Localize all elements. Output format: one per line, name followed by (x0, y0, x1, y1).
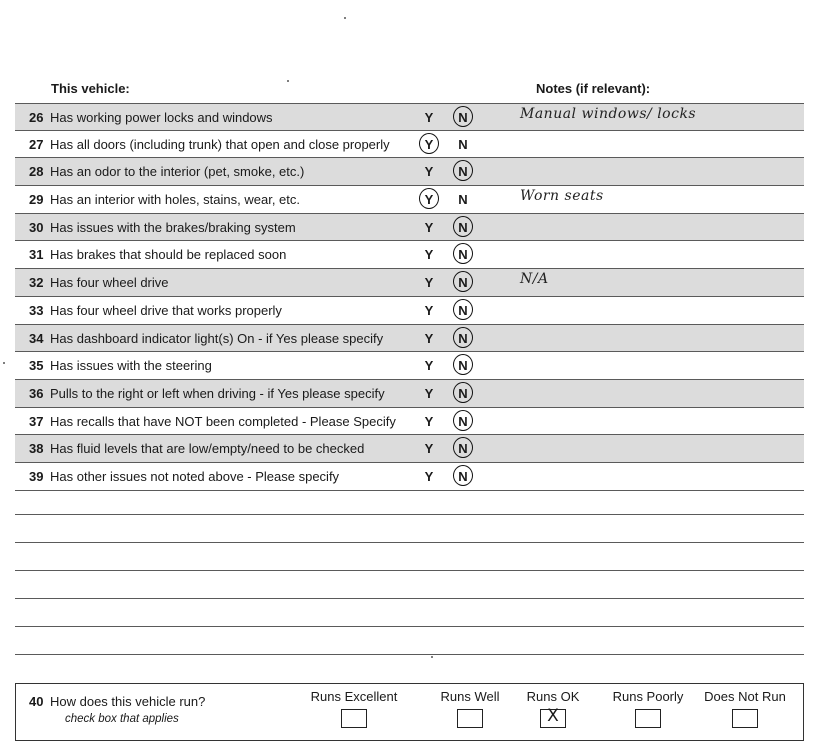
checkbox[interactable] (341, 709, 367, 728)
option-runs-ok[interactable] (521, 689, 585, 728)
question-row (15, 325, 804, 353)
question-number: 32 (29, 275, 44, 291)
yes-option[interactable]: Y (424, 247, 434, 263)
question-row (15, 297, 804, 325)
blank-note-line (15, 626, 804, 627)
question-number: 27 (29, 136, 44, 152)
question-text: Has other issues not noted above - Please specify (50, 468, 340, 484)
question-number: 29 (29, 192, 44, 208)
question-number: 30 (29, 219, 44, 235)
answer-circle-mark (453, 106, 473, 127)
answer-circle-mark (453, 382, 473, 403)
question-text: Has recalls that have NOT been completed - Please Specify (50, 413, 396, 429)
answer-circle-mark (453, 465, 473, 486)
option-runs-excellent[interactable] (306, 689, 402, 728)
no-option[interactable]: N (458, 219, 468, 235)
yes-option[interactable]: Y (424, 164, 434, 180)
no-option[interactable]: N (458, 302, 468, 318)
question-number: 28 (29, 164, 44, 180)
answer-circle-mark (453, 437, 473, 458)
question-text: How does this vehicle run? (50, 694, 206, 709)
no-option[interactable]: N (458, 110, 468, 125)
question-row (15, 380, 804, 408)
question-text: Has fluid levels that are low/empty/need to be checked (50, 441, 365, 457)
question-text: Has all doors (including trunk) that open and close properly (50, 136, 390, 152)
option-runs-poorly[interactable] (608, 689, 688, 728)
question-row (15, 186, 804, 214)
question-text: Has brakes that should be replaced soon (50, 247, 287, 263)
answer-circle-mark (453, 327, 473, 348)
option-label: Runs OK (526, 689, 580, 704)
blank-note-line (15, 570, 804, 571)
no-option[interactable]: N (458, 468, 468, 484)
option-does-not-run[interactable] (700, 689, 790, 728)
question-number: 36 (29, 385, 44, 401)
question-text: Has an odor to the interior (pet, smoke, etc.) (50, 164, 305, 180)
question-number: 31 (29, 247, 44, 263)
question-number: 39 (29, 468, 44, 484)
answer-circle-mark (453, 410, 473, 431)
checkbox[interactable] (635, 709, 661, 728)
question-row (15, 214, 804, 242)
check-mark: X (547, 706, 559, 726)
answer-circle-mark (453, 160, 473, 181)
no-option[interactable]: N (458, 385, 468, 401)
answer-circle-mark (453, 271, 473, 292)
question-row (15, 158, 804, 186)
blank-note-line (15, 654, 804, 655)
handwritten-note: Manual windows/ locks (520, 106, 697, 122)
run-condition-question (15, 683, 804, 741)
question-number: 38 (29, 441, 44, 457)
option-label: Runs Poorly (612, 689, 684, 704)
yes-option[interactable]: Y (424, 136, 434, 152)
handwritten-note: Worn seats (520, 188, 604, 205)
section-title: This vehicle: (51, 81, 130, 96)
blank-note-line (15, 514, 804, 515)
yes-option[interactable]: Y (424, 192, 434, 208)
option-label: Runs Well (440, 689, 500, 704)
yes-option[interactable]: Y (424, 219, 434, 235)
yes-option[interactable]: Y (424, 302, 434, 318)
question-number: 35 (29, 358, 44, 374)
yes-option[interactable]: Y (424, 413, 434, 429)
question-row (15, 103, 804, 131)
question-number: 33 (29, 302, 44, 318)
answer-circle-mark (419, 188, 439, 209)
checkbox[interactable] (540, 706, 566, 728)
yes-option[interactable]: Y (424, 358, 434, 374)
no-option[interactable]: N (458, 358, 468, 374)
answer-circle-mark (453, 216, 473, 237)
question-text: Has issues with the steering (50, 358, 212, 374)
no-option[interactable]: N (458, 330, 468, 346)
question-number: 37 (29, 413, 44, 429)
option-runs-well[interactable] (433, 689, 507, 728)
question-number: 34 (29, 330, 44, 346)
answer-circle-mark (453, 243, 473, 264)
question-text: Has four wheel drive (50, 275, 169, 291)
handwritten-note: N/A (520, 271, 549, 288)
blank-note-line (15, 598, 804, 599)
checkbox[interactable] (732, 709, 758, 728)
question-number: 26 (29, 110, 44, 125)
answer-circle-mark (453, 299, 473, 320)
no-option[interactable]: N (458, 164, 468, 180)
yes-option[interactable]: Y (424, 441, 434, 457)
yes-option[interactable]: Y (424, 330, 434, 346)
no-option[interactable]: N (458, 441, 468, 457)
question-row (15, 269, 804, 297)
option-label: Runs Excellent (310, 689, 398, 704)
question-number: 40 (29, 694, 44, 709)
no-option[interactable]: N (458, 413, 468, 429)
no-option[interactable]: N (458, 275, 468, 291)
question-row (15, 435, 804, 463)
yes-option[interactable]: Y (424, 468, 434, 484)
yes-option[interactable]: Y (424, 110, 434, 125)
option-label: Does Not Run (704, 689, 786, 704)
yes-option[interactable]: Y (424, 385, 434, 401)
checkbox[interactable] (457, 709, 483, 728)
question-row (15, 131, 804, 159)
notes-header: Notes (if relevant): (536, 81, 651, 96)
no-option[interactable]: N (458, 247, 468, 263)
answer-circle-mark (453, 354, 473, 375)
question-text: Has four wheel drive that works properly (50, 302, 282, 318)
answer-circle-mark (419, 133, 439, 154)
question-row (15, 463, 804, 491)
question-text: Has issues with the brakes/braking system (50, 219, 296, 235)
question-text: Has dashboard indicator light(s) On - if Yes please specify (50, 330, 384, 346)
question-instruction: check box that applies (65, 713, 179, 725)
questions-table (15, 103, 804, 491)
blank-note-line (15, 542, 804, 543)
yes-option[interactable]: Y (424, 275, 434, 291)
question-text: Has an interior with holes, stains, wear, etc. (50, 192, 301, 208)
no-option[interactable]: N (458, 136, 468, 152)
question-text: Has working power locks and windows (50, 110, 273, 125)
question-row (15, 241, 804, 269)
question-text: Pulls to the right or left when driving - if Yes please specify (50, 385, 385, 401)
question-row (15, 352, 804, 380)
question-row (15, 408, 804, 436)
no-option[interactable]: N (458, 192, 468, 208)
